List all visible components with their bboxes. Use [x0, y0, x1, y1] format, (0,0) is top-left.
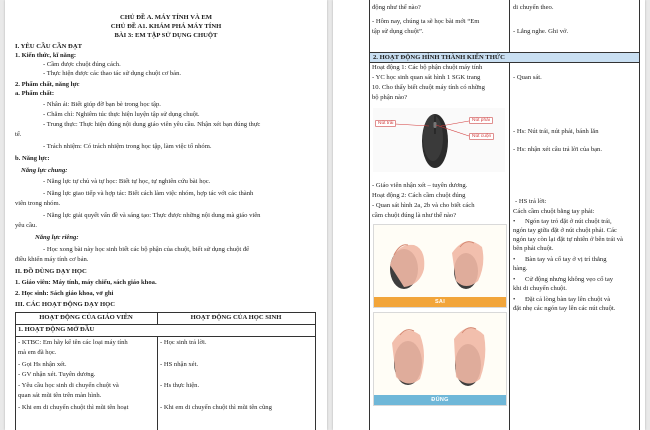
topic-title: CHỦ ĐỀ A. MÁY TÍNH VÀ EM [119, 14, 212, 21]
table-cell: - Giáo viên nhận xét – tuyên dương. [372, 182, 468, 189]
table-cell: - Lắng nghe. Ghi vở. [513, 28, 569, 35]
table-cell: - Hs thực hiện. [160, 382, 200, 389]
table-cell: - KTBC: Em hãy kể tên các loại máy tính [18, 339, 128, 346]
table-cell: - Hs: Nút trái, nút phải, bánh lăn [513, 128, 599, 135]
document-page-2 [333, 0, 645, 430]
table-header-student: HOẠT ĐỘNG CỦA HỌC SINH [190, 314, 282, 321]
callout-left-button: Nút trái [375, 120, 396, 127]
table-cell: Bàn tay và cổ tay ở vị trí thẳng [525, 256, 607, 263]
table-cell: Cách cầm chuột bằng tay phải: [513, 208, 595, 215]
bullet-marker: • [513, 296, 516, 303]
callout-scroll-wheel: Nút cuộn [469, 133, 494, 140]
table-cell: di chuyển theo. [513, 4, 554, 11]
section-heading: II. ĐỒ DÙNG DẠY HỌC [15, 268, 87, 275]
paragraph: - Trung thực: Thực hiện đúng nội dung giáo viên yêu cầu. Nhận xét bạn đúng thực [43, 121, 261, 128]
paragraph: - Năng lực tự chủ và tự học: Biết tự học, tự nghiên cứu bài học. [43, 178, 211, 185]
paragraph: - Chăm chỉ: Nghiêm túc thực hiện luyện tập sử dụng chuột. [43, 111, 200, 118]
paragraph: viên trong nhóm. [15, 200, 61, 207]
paragraph: - Cầm được chuột đúng cách. [43, 61, 121, 68]
callout-right-button: Nút phải [469, 117, 493, 124]
paragraph: - Học xong bài này học sinh biết các bộ phận của chuột, biết sử dụng chuột để [43, 246, 250, 253]
table-cell: khi di chuyển chuột. [513, 285, 567, 292]
paragraph: 1. Giáo viên: Máy tính, máy chiếu, sách giáo khoa. [15, 279, 157, 286]
table-cell: động như thế nào? [372, 4, 421, 11]
table-cell: - YC học sinh quan sát hình 1 SGK trang [372, 74, 481, 81]
paragraph: điều khiển máy tính cơ bản. [15, 256, 89, 263]
table-cell: Hoạt động 2: Cách cầm chuột đúng [372, 192, 466, 199]
subsection-heading: a. Phẩm chất: [15, 90, 55, 97]
table-cell: - HS nhận xét. [160, 361, 199, 368]
bullet-marker: • [513, 276, 516, 283]
table-cell: - Quan sát. [513, 74, 542, 81]
subsection-heading: Năng lực riêng: [35, 234, 79, 241]
table-cell: mà em đã học. [18, 349, 57, 356]
table-cell: - GV nhận xét. Tuyên dương. [18, 371, 96, 378]
paragraph: 2. Học sinh: Sách giáo khoa, vở ghi [15, 290, 114, 297]
wrong-grip-figure [373, 224, 507, 308]
table-cell: bên phải chuột. [513, 245, 554, 252]
subsection-heading: 2. Phẩm chất, năng lực [15, 81, 80, 88]
paragraph: tế. [15, 131, 22, 138]
table-cell: - HS trả lời: [515, 198, 547, 205]
table-section-row: 2. HOẠT ĐỘNG HÌNH THÀNH KIẾN THỨC [373, 54, 505, 61]
table-cell: - Hôm nay, chúng ta sẽ học bài mới “Em [372, 18, 480, 25]
subtopic-title: CHỦ ĐỀ A1. KHÁM PHÁ MÁY TÍNH [110, 23, 222, 30]
paragraph: - Thực hiện được các thao tác sử dụng chuột cơ bản. [43, 70, 182, 77]
table-cell: - Quan sát hình 2a, 2b và cho biết cách [372, 202, 475, 209]
table-cell: - Gọi Hs nhận xét. [18, 361, 67, 368]
table-cell: ngón tay còn lại đặt tự nhiên ở bên trái và [513, 236, 623, 243]
paragraph: yêu cầu. [15, 222, 37, 229]
section-heading: III. CÁC HOẠT ĐỘNG DẠY HỌC [15, 301, 116, 308]
hand-on-mouse-icon [374, 225, 506, 297]
table-cell: tập sử dụng chuột”. [372, 28, 424, 35]
bullet-marker: • [513, 218, 516, 225]
table-cell: Ngón tay trỏ đặt ở nút chuột trái, [525, 218, 612, 225]
table-cell: Đặt cả lòng bàn tay lên chuột và [525, 296, 611, 303]
table-cell: hàng. [513, 265, 528, 272]
subsection-heading: 1. Kiến thức, kĩ năng: [15, 52, 77, 59]
table-section-row: 1. HOẠT ĐỘNG MỞ ĐẦU [18, 326, 95, 333]
table-cell: - Hs: nhận xét câu trả lời của bạn. [513, 146, 602, 153]
paragraph: - Nhân ái: Biết giúp đỡ bạn bè trong học tập. [43, 101, 161, 108]
paragraph: - Trách nhiệm: Có trách nhiệm trong học tập, làm việc tổ nhóm. [43, 143, 212, 150]
table-cell: cầm chuột đúng là như thế nào? [372, 212, 457, 219]
table-cell: Cử động nhưng không vẹo cổ tay [525, 276, 614, 283]
paragraph: - Năng lực giải quyết vấn đề và sáng tạo: Thực được những nội dung mà giáo viên [43, 212, 261, 219]
table-cell: - Khi em di chuyển chuột thì mũi tên cũng [160, 404, 272, 411]
table-header-teacher: HOẠT ĐỘNG CỦA GIÁO VIÊN [39, 314, 133, 321]
table-cell: - Yêu cầu học sinh di chuyển chuột và [18, 382, 119, 389]
lesson-title: BÀI 3: EM TẬP SỬ DỤNG CHUỘT [114, 32, 218, 39]
table-cell: Hoạt động 1: Các bộ phận chuột máy tính [372, 64, 483, 71]
bullet-marker: • [513, 256, 516, 263]
hand-on-mouse-icon [374, 313, 506, 395]
document-page-1 [5, 0, 327, 430]
section-heading: I. YÊU CẦU CẦN ĐẠT [15, 43, 82, 50]
mouse-parts-figure [373, 108, 505, 172]
paragraph: - Năng lực giao tiếp và hợp tác: Biết cách làm việc nhóm, hợp tác với các thành [43, 190, 254, 197]
table-cell: ngón tay giữa đặt ở nút chuột phải. Các [513, 227, 617, 234]
table-cell: đặt nhẹ các ngón tay lên các nút chuột. [513, 305, 616, 312]
subsection-heading: Năng lực chung: [21, 167, 68, 174]
table-cell: quan sát mũi tên trên màn hình. [18, 392, 102, 399]
table-cell: - Học sinh trả lời. [160, 339, 207, 346]
table-cell: 10. Cho thấy biết chuột máy tính có những [372, 84, 485, 91]
table-cell: bộ phận nào? [372, 94, 408, 101]
correct-label: ĐÚNG [374, 395, 506, 405]
correct-grip-figure [373, 312, 507, 406]
table-cell: - Khi em di chuyển chuột thì mũi tên hoạt [18, 404, 129, 411]
wrong-label: SAI [374, 297, 506, 307]
subsection-heading: b. Năng lực: [15, 155, 50, 162]
